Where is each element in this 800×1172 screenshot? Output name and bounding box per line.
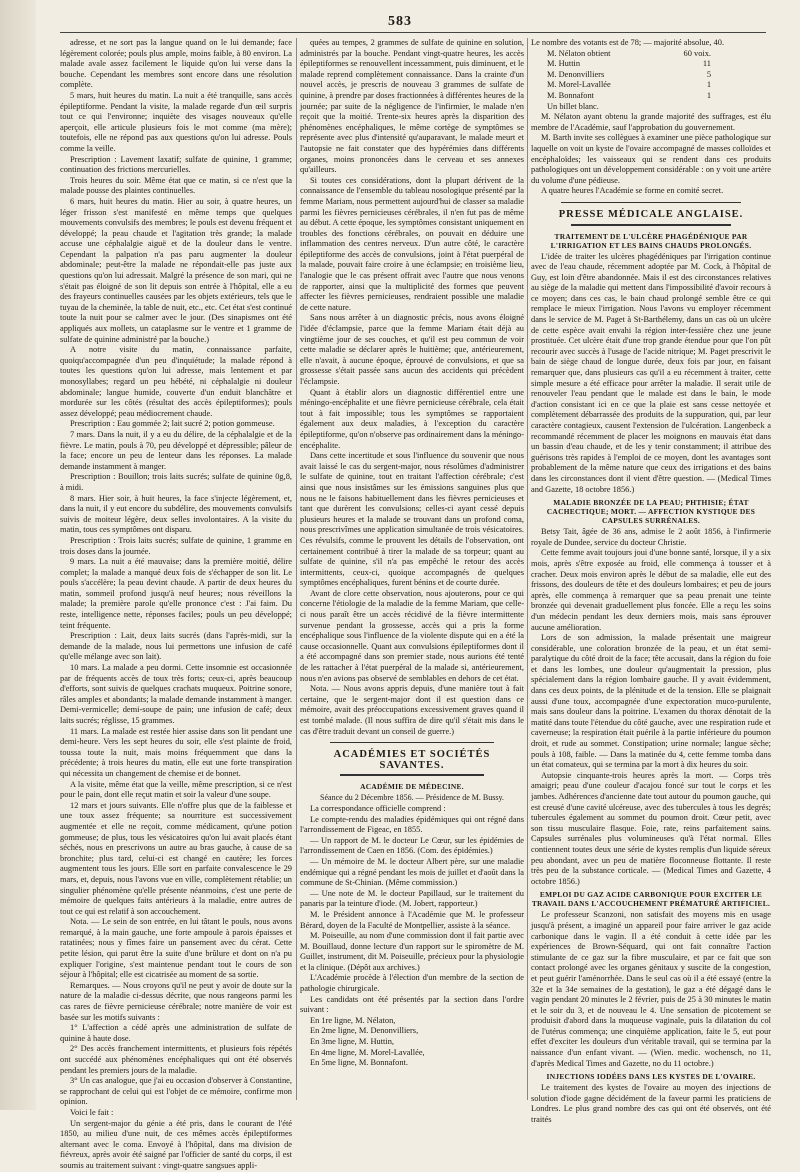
title-rule-2 xyxy=(571,224,731,226)
paragraph: Trois heures du soir. Même état que ce matin, si ce n'est que la malade pousse des plaintes continuelles. xyxy=(60,175,292,196)
section-separator-2 xyxy=(561,202,741,203)
paragraph: Nota. — Nous avons appris depuis, d'une manière tout à fait certaine, que le sergent-major dont il est question dans ce mémoire, avait des préoccupations excessivement graves quand il est tombé malade. (Il nous suffira de dire qu'il s'était mis dans le cas d'être traduit devant un conseil de guerre.) xyxy=(300,684,524,736)
paragraph: A notre visite du matin, connaissance parfaite, quoiqu'accompagnée d'un peu d'inquiétude; la malade répond à toutes les questions qu'on lui adresse, mais lentement et par monosyllabes; regard un peu hébété, ni céphalalgie ni douleur abdominale; langue humide, couverte d'un enduit blanchâtre et mordurée sur les côtés (résultat des accès épileptiformes); pouls assez développé; peau médiocrement chaude. xyxy=(60,345,292,418)
article-paragraph: Le traitement des kystes de l'ovaire au moyen des injections de solution d'iode gagne décidément de la faveur parmi les praticiens de Londres. Le plus grand nombre des cas qui ont été observés, ont été traités xyxy=(531,1083,771,1125)
academy-paragraph: La correspondance officielle comprend : xyxy=(310,803,446,813)
vote-line xyxy=(547,80,771,91)
article-paragraph: L'idée de traiter les ulcères phagédéniques par l'irrigation continue avec de l'eau chaude, récemment adoptée par M. Cock, à l'hôpital de Guy, est loin d'être abandonnée. Mais il est des circonstances relatives au siège de la maladie qui mettent dans l'impossibilité d'avoir recours à ce moyen; dans ces cas, le bain chaud prolongé semble être ce qui remplace le mieux l'irrigation. Nous l'avons vu employer récemment dans le service de M. Paget à St-Barthélemy, dans un cas où un ulcère de cette espèce avait envahi la région inter-fessière chez une jeune prostituée. Cet ulcère était d'une trop grande étendue pour que l'on pût recourir avec succès à l'usage de l'acide nitrique; M. Paget prescrivit le bain de siège chaud de longue durée, deux fois par jour, en faisant remarquer que, dans plusieurs cas qu'il a eu récemment à traiter, cette simple mesure a été efficace pour arrêter la maladie. Il serait utile de renouveler l'eau pendant que le malade est dans le bain, le mode d'action consistant ici en ce que la plaie est sans cesse nettoyée et complètement débarrassée des produits de la suppuration, qui, par leur caractère contagieux, causent l'extension de l'ulcération. Langenbeck a recommandé récemment de placer les moignons en mauvais état dans un bassin d'eau chaude, et de les y tenir constamment; il attribue des guérisons très rapides à l'emploi de ce moyen, dont les avantages sont probablement de la même nature que ceux des irrigations et des bains dans les circonstances dont il vient d'être question. — (Medical Times and Gazette, 18 octobre 1856.) xyxy=(531,251,771,494)
vote-line xyxy=(547,91,771,102)
paragraph: 12 mars et jours suivants. Elle n'offre plus que de la faiblesse et une toux assez fréquente; sa nourriture est successivement augmentée et elle ne reçoit, comme médicament, qu'une potion gommeuse; de plus, tous les vésicatoires qu'on lui avait placés étant séchés, nous en prescrivons un autre au bras gauche, à cause de sa bronchite; plus tard, celui-ci est changé en cautère; les forces augmentent tous les jours. Elle sort en parfaite convalescence le 29 mars, et, depuis, nous l'avons vue en ville, complètement rétablie; un singulier phénomène qu'elle présente néanmoins, c'est une perte de mémoire de quelques faits antérieurs à la maladie, entre autres de tout ce qui est relatif à son accouchement. xyxy=(60,800,292,916)
paragraph: Prescription : Eau gommée 2; lait sucré 2; potion gommeuse. xyxy=(70,419,275,429)
academy-paragraph: — Un mémoire de M. le docteur Albert père, sur une maladie endémique qui a régné pendant les mois de juillet et d'août dans la commune de St-Chinian. (Même commission.) xyxy=(300,856,524,888)
paragraph: Quant à établir alors un diagnostic différentiel entre une méningo-encéphalite et une fièvre pernicieuse cérébrale, cela était tout à fait impossible; tous les symptômes se rapportaient également aux deux maladies, à l'exception du caractère épileptiforme, qu'on n'observe pas ordinairement dans la méningo-encéphalite. xyxy=(300,387,524,450)
paragraph: adresse, et ne sort pas la langue quand on le lui demande; face légèrement colorée; pouls plus ample, moins faible, à 80 environ. La malade avale assez facilement le liquide qu'on lui verse dans la bouche. Cependant les membres sont encore dans une résolution complète. xyxy=(60,38,292,90)
session-line: Séance du 2 Décembre 1856. — Présidence de M. Bussy. xyxy=(320,793,504,803)
paragraph: 7 mars. Dans la nuit, il y a eu du délire, de la céphalalgie et de la fièvre. Le matin, pouls à 70, peu développé et dépressible; pâleur de la face; encore un peu de lenteur dans les réponses. La malade demande instamment à manger. xyxy=(60,429,292,471)
candidate-rank: En 1re ligne, M. Nélaton, xyxy=(310,1015,396,1025)
paragraph: Prescription : Lait, deux laits sucrés (dans l'après-midi, sur la demande de la malade, nous lui permettons une infusion de café qu'elle mélange avec son lait). xyxy=(60,631,292,662)
vote-name: M. Bonnafont xyxy=(547,90,594,100)
page-number: 583 xyxy=(388,14,412,29)
paragraph: 6 mars, huit heures du matin. Hier au soir, à quatre heures, un léger frisson s'est manifesté en même temps que quelques mouvements convulsifs des membres; le pouls est devenu fréquent et développé; la peau chaude et l'agitation très grande; la malade accuse une céphalalgie aiguë et de la douleur dans le ventre. Cependant la palpation n'a pas paru augmenter la douleur abdominale; peut-être la malade ne répondait-elle pas juste aux questions qu'on lui adressait. Malgré la présence de son mari, qui ne s'était pas éloigné de son lit depuis son entrée à l'hôpital, elle a eu des frayeurs continuelles causées par les objets extérieurs, tels que le tuyau de la cheminée, la table de nuit, etc., etc. Cet état s'est continué toute la nuit pour se calmer avec le jour. (Des sinapismes ont été appliqués aux mollets, un cataplasme sur le ventre et 1 gramme de sulfate de quinine administré par la bouche.) xyxy=(60,196,292,344)
column-2 xyxy=(300,38,524,1100)
paragraph: 9 mars. La nuit a été mauvaise; dans la première moitié, délire complet; la malade a manqué deux fois de s'échapper de son lit. Le pouls s'accélère; la peau devint chaude. A partir de deux heures du matin, sommeil profond jusqu'à neuf heures; nous réveillons la malade; la première parole qu'elle prononce c'est : J'ai faim. Du reste, intelligence nette, réponses faciles; pouls un peu développé; teint fréquente. xyxy=(60,557,292,630)
vote-name: M. Huttin xyxy=(547,59,581,69)
paragraph: M. Nélaton ayant obtenu la grande majorité des suffrages, est élu membre de l'Académie, sauf l'approbation du gouvernement. xyxy=(531,112,771,132)
candidate-rank: En 5me ligne, M. Bonnafont. xyxy=(310,1058,408,1068)
article-paragraph: Le professeur Scanzoni, non satisfait des moyens mis en usage jusqu'à présent, a imaginé un appareil pour faire arriver le gaz acide carbonique dans le vagin. Il a été conduit à cette idée par les expériences de Brown-Séquard, qui ont fait connaître l'action stimulante de ce gaz sur la fibre musculaire, et par ce fait que son contact prolongé avec les organes génitaux y suscite de la congestion, et peut guérir l'aménorrhée. Dans le seul cas où il a été essayé (entre la 32e et la 34e semaines de la gestation), le gaz a été dégagé dans le vagin pendant 20 minutes le 2 février, puis de 25 à 30 minutes le matin et le soir du 3, et de nouveau le 4. Une sensation de picotement se produisit d'abord dans la muqueuse vaginale, puis la dilatation du col de l'utérus commença; une cinquième application, faite le 5, eut pour effet d'exciter les douleurs d'un véritable travail, qui se termina par la naissance d'un enfant vivant. — (Wien. medic. wochensch, no 11, d'après Medical Times and Gazette, no du 11 octobre.) xyxy=(531,910,771,1068)
paragraph: 5 mars, huit heures du matin. La nuit a été tranquille, sans accès épileptiforme. Pendant la visite, la malade regarde d'un œil surpris tout ce qui l'environne; inquiète des visages nouveaux qu'elle aperçoit, elle articule plusieurs fois le mot comme (ma mère); toutefois, elle ne répond pas aux questions qu'on lui adresse. Pouls comme la veille. xyxy=(60,90,292,153)
article-heading: MALADIE BRONZÉE DE LA PEAU; PHTHISIE; ÉTAT CACHECTIQUE; MORT. — AFFECTION KYSTIQUE DES CAPSULES SURRÉNALES. xyxy=(546,498,756,526)
candidate-rank: En 4me ligne, M. Morel-Lavallée, xyxy=(310,1047,425,1057)
vote-line xyxy=(547,59,771,70)
votes-intro: Le nombre des votants est de 78; — majorité absolue, 40. xyxy=(531,38,725,47)
paragraph: 8 mars. Hier soir, à huit heures, la face s'injecte légèrement, et, dans la nuit, il y eut encore du subdélire, des mouvements convulsifs suivis de moiteur légère, deux selles involontaires. A la visite du matin, tous ces symptômes ont disparu. xyxy=(60,493,292,535)
article-paragraph: Lors de son admission, la malade présentait une maigreur considérable, une coloration bronzée de la peau, et un état semi-paralytique du côté droit de la face; tête accusait, dans la région du foie et dans les lombes, une douleur qu'augmentait la pression, plus spécialement dans la région lombaire gauche. Il y avait évidemment, dans ces deux points, de la plénitude et de la tension. Elle se plaignait aussi d'une toux, accompagnée d'une expectoration muco-purulente, mais sans douleur dans la poitrine. L'examen du thorax dénotait de la matité dans toute l'étendue du côté gauche, avec une respiration rude et caverneuse; la respiration était puérile à la partie inférieure du poumon droit, et rude au sommet. Constipation; urine normale; langue sèche; pouls à 108, faible. — Dans la matinée du 4, cette femme tomba dans un état comateux, qui se termina par la mort à dix heures du soir. xyxy=(531,633,771,770)
column-3 xyxy=(531,38,771,1125)
paragraph: quées au tempes, 2 grammes de sulfate de quinine en solution, administrés par la bouche. Pendant vingt-quatre heures, les accès épileptiformes se renouvellent incessamment, puis diminuent, et le malade reprend complètement connaissance. Dans la crainte d'un nouvel accès, je prescris de nouveau 3 grammes de sulfate de quinine, à prendre par doses fractionnées à différentes heures de la journée; par suite de la négligence de l'infirmier, le malade n'en reçoit que la moitié. Trente-six heures après la disparition des phénomènes encéphaliques, le même cortège de symptômes se représente avec plus d'intensité qu'auparavant, le malade meurt et l'autopsie ne fait constater que des hypérémies dans différents organes, moins prononcées dans le cerveau et ses annexes qu'ailleurs. xyxy=(300,38,524,175)
paragraph: 2° Des accès franchement intermittents, et plusieurs fois répétés ont succédé aux phénomènes encéphaliques qui ont été observés pendant les premiers jours de la maladie. xyxy=(60,1044,292,1075)
article-paragraph: Cette femme avait toujours joui d'une bonne santé, lorsque, il y a six mois, après s'être exposée au froid, elle commença à tousser et à cracher. Deux mois environ après le début de sa maladie, elle eut des frissons, des douleurs de tête et des douleurs lombaires; et peu de jours après, elle commença à remarquer que sa peau prenait une teinte bronzée qui devenait graduellement plus foncée. Elle a reçu les soins d'un médecin pendant les deux derniers mois, mais sans éprouver aucune amélioration. xyxy=(531,548,771,632)
article-heading: TRAITEMENT DE L'ULCÈRE PHAGÉDÉNIQUE PAR L'IRRIGATION ET LES BAINS CHAUDS PROLONGÉS. xyxy=(550,231,752,250)
paragraph: 1° L'affection a cédé après une administration de sulfate de quinine à haute dose. xyxy=(60,1023,292,1043)
academy-paragraph: Les candidats ont été présentés par la section dans l'ordre suivant : xyxy=(300,994,524,1015)
vote-count: 60 voix. xyxy=(683,48,711,58)
vote-name: M. Denonvilliers xyxy=(547,69,605,79)
paragraph: Sans nous arrêter à un diagnostic précis, nous avons éloigné l'idée d'éclampsie, parce que la femme Mariam était déjà au vingtième jour de ses couches, et qu'il est peu commun de voir cette maladie se déclarer après le huitième; que, antérieurement, elle n'avait, à aucune époque, éprouvé de convulsions, et que sa grossesse s'était passée sans aucun des accidents qui précèdent l'éclampsie. xyxy=(300,313,524,386)
paragraph: Prescription : Trois laits sucrés; sulfate de quinine, 1 gramme en trois doses dans la journée. xyxy=(60,535,292,556)
candidate-rank: En 2me ligne, M. Denonvilliers, xyxy=(310,1026,419,1036)
vote-name: M. Morel-Lavallée xyxy=(547,80,611,90)
academy-paragraph: Le compte-rendu des maladies épidémiques qui ont régné dans l'arrondissement de Figeac, en 1855. xyxy=(300,814,524,835)
candidate-rank: En 3me ligne, M. Huttin, xyxy=(310,1037,394,1047)
paragraph: Si toutes ces considérations, dont la plupart dérivent de la connaissance de l'ensemble du tableau nosologique présenté par la femme Mariam, nous permettent aujourd'hui de classer sa maladie parmi les fièvres pernicieuses cérébrales, il n'en fut pas de même au début. A cette époque, les symptômes consistant uniquement en troubles des fonctions cérébrales, on pouvait en déduire une inflammation des centres nerveux. D'un autre côté, le caractère épileptiforme des accès de convulsions, joint à l'état puerpéral de la malade, pouvait faire croire à une éclampsie; en troisième lieu, l'analogie que le cas présent offrait avec l'autre que nous venons de rapporter, ainsi que la multiplicité des formes que peuvent affecter les fièvres pernicieuses, rendraient possible une maladie de cette nature. xyxy=(300,175,524,312)
header-rule xyxy=(60,32,766,33)
paragraph: Avant de clore cette observation, nous ajouterons, pour ce qui concerne l'étiologie de la maladie de la femme Mariam, que celle-ci nous paraît être un accès récidivé de la fièvre intermittente survenue pendant la grossesse, accès qui a pris la forme encéphalique sous l'influence de la violente dispute qui en a été la cause occasionnelle. Quant aux convulsions épileptiformes dont il a été accompagné dans son premier stade, nous aurions été tenté de les rattacher à l'état puerpéral de la malade si, antérieurement, nous n'en avions pas observé de semblables en dehors de cet état. xyxy=(300,588,524,683)
academy-paragraph: — Un rapport de M. le docteur Le Cœur, sur les épidémies de l'arrondissement de Caen en 1856. (Com. des épidémies.) xyxy=(300,835,524,856)
paragraph: Remarques. — Nous croyons qu'il ne peut y avoir de doute sur la nature de la maladie ci-dessus décrite, que nous rangeons parmi les cas rares de fièvre pernicieuse cérébrale; notre manière de voir est basée sur les motifs suivants : xyxy=(60,980,292,1022)
section-separator xyxy=(330,742,494,743)
section-title-presse: PRESSE MÉDICALE ANGLAISE. xyxy=(558,208,744,220)
article-heading: EMPLOI DU GAZ ACIDE CARBONIQUE POUR EXCITER LE TRAVAIL DANS L'ACCOUCHEMENT PRÉMATURÉ ARTIFICIEL. xyxy=(531,890,771,909)
article-paragraph: Betsy Tait, âgée de 36 ans, admise le 2 août 1856, à l'infirmerie royale de Dundee, service du docteur Christie. xyxy=(531,527,771,547)
academy-paragraph: L'Académie procède à l'élection d'un membre de la section de pathologie chirurgicale. xyxy=(300,973,524,994)
academy-paragraph: M. Poiseuille, au nom d'une commission dont il fait partie avec M. Bouillaud, donne lecture d'un rapport sur le spiromètre de M. Guillet, instrument, dit M. Poiseuille, précieux pour la physiologie et la clinique. (Dépôt aux archives.) xyxy=(300,931,524,972)
vote-name: M. Nélaton obtient xyxy=(547,48,611,58)
paragraph: Nota. — Le sein de son entrée, en lui tâtant le pouls, nous avons remarqué, à la main gauche, une forte ampoule à parois épaisses et ratatinées; nous y fîmes faire un pansement avec du cérat. Cette petite lésion, qui parut être la suite d'une brûlure et dont on n'a pu expliquer l'origine, s'est maintenue pendant tout le cours de son séjour à l'hôpital; elle est cicatrisée au moment de sa sortie. xyxy=(60,917,292,980)
vote-count: 1 xyxy=(706,90,711,100)
column-1 xyxy=(60,38,292,1170)
vote-name: Un billet blanc. xyxy=(547,101,599,111)
paragraph: Prescription : Lavement laxatif; sulfate de quinine, 1 gramme; continuation des frictions mercurielles. xyxy=(60,154,292,175)
vote-line xyxy=(547,70,771,81)
paragraph: M. Barth invite ses collègues à examiner une pièce pathologique sur laquelle on voit un kyste de l'ovaire accompagné de masses colloïdes et encéphaloïdes; les vaisseaux qui se rendent dans ces produits pathologiques ont un développement considérable : on y voit une artère du volume d'une pédieuse. xyxy=(531,133,771,185)
vote-line xyxy=(547,49,771,60)
paragraph: A quatre heures l'Académie se forme en comité secret. xyxy=(541,186,724,196)
academy-paragraph: M. le Président annonce à l'Académie que M. le professeur Bérard, doyen de la Faculté de Montpellier, assiste à la séance. xyxy=(300,909,524,930)
title-rule xyxy=(340,774,484,776)
paragraph: Voici le fait : xyxy=(70,1107,114,1117)
paragraph: 11 mars. La malade est restée hier assise dans son lit pendant une demi-heure. Vers les sept heures du soir, elle s'est plainte de froid, toussa toute la nuit, mais moins fréquemment que dans la précédente; à trois heures du matin, elle eut une forte transpiration qui nécessita un changement de chemise et de bonnet. xyxy=(60,726,292,778)
section-title-academies: ACADÉMIES ET SOCIÉTÉS SAVANTES. xyxy=(333,749,491,771)
paragraph: 3° Un cas analogue, que j'ai eu occasion d'observer à Constantine, se rapprochant de celui qui est l'objet de ce mémoire, confirme mon opinion. xyxy=(60,1076,292,1107)
vote-line xyxy=(547,102,771,113)
column-divider-2 xyxy=(527,38,528,1100)
vote-count: 11 xyxy=(702,59,711,69)
article-paragraph: Autopsie cinquante-trois heures après la mort. — Corps très amaigri; peau d'une couleur d'acajou foncé sur tout le corps et les jambes. Adhérences d'ancienne date tout autour du poumon gauche, qui est creusé d'une cavité ulcéreuse, avec des tubercules à tous les degrés; tubercules également au sommet du poumon droit. Cœur petit, avec son tissu musculaire flasque. Foie, rate, reins parfaitement sains. Capsules surrénales plus volumineuses qu'à l'état normal. Elles contiennent toutes deux une série de kystes remplis d'un liquide séreux peu abondant, avec un peu de matière floconneuse flottante. Il reste très peu de la substance corticale. — (Medical Times and Gazette, 4 octobre 1856.) xyxy=(531,770,771,886)
vote-count: 1 xyxy=(706,80,711,90)
column-divider-1 xyxy=(296,38,297,1100)
paragraph: Un sergent-major du génie a été pris, dans le courant de l'été 1850, au milieu d'une nuit, de ces mêmes accès épileptiformes alternant avec le coma. Envoyé à l'hôpital, dans ma division de fiévreux, après avoir été saigné par l'officier de santé du corps, il est soumis au traitement suivant : vingt-quatre sangsues appli- xyxy=(60,1118,292,1170)
vote-count: 5 xyxy=(706,69,711,79)
academy-subtitle: ACADÉMIE DE MÉDECINE. xyxy=(360,782,464,792)
paragraph: A la visite, même état que la veille, même prescription, si ce n'est pour le pain, dont elle reçut matin et soir la valeur d'une soupe. xyxy=(60,779,292,800)
binding-edge xyxy=(0,0,36,1110)
article-heading: INJECTIONS IODÉES DANS LES KYSTES DE L'OVAIRE. xyxy=(546,1072,756,1082)
paragraph: 10 mars. La malade a peu dormi. Cette insomnie est occasionnée par de fréquents accès de toux très forts; ceux-ci, après beaucoup d'efforts, sont suivis de quelques crachats muqueux. Poitrine sonore, râles amples et abondants; la malade demande instamment à manger. Demi-vermicelle; demi-soupe de pain; une infusion de café; deux laits sucrés; réglisse, 15 grammes. xyxy=(60,663,292,725)
paragraph: Prescription : Bouillon; trois laits sucrés; sulfate de quinine 0g,8, à midi. xyxy=(60,472,292,492)
paragraph: Dans cette incertitude et sous l'influence du souvenir que nous avait laissé le cas du sergent-major, nous résolûmes d'administrer le sulfate de quinine, tout en traitant l'affection cérébrale; c'est ainsi que nous insistâmes sur les émissions sanguines plus que nous ne le faisons habituellement dans les fièvres pernicieuses et tant que durèrent les convulsions; celles-ci ayant cessé depuis plusieurs heures et la malade se trouvant dans un profond coma, nous prescrivîmes une application simultanée de trois vésicatoires. Ces révulsifs, comme le prouvent les détails de l'observation, ont certainement contribué à tirer la malade de sa torpeur; quant au sulfate de quinine, s'il n'a pas empêché le retour des accès intermittents, ceux-ci, quoique accompagnés de quelques symptômes encéphaliques, furent bénins et de courte durée. xyxy=(300,451,524,588)
academy-paragraph: — Une note de M. le docteur Papillaud, sur le traitement du panaris par la teinture d'iode. (M. Jobert, rapporteur.) xyxy=(300,888,524,909)
